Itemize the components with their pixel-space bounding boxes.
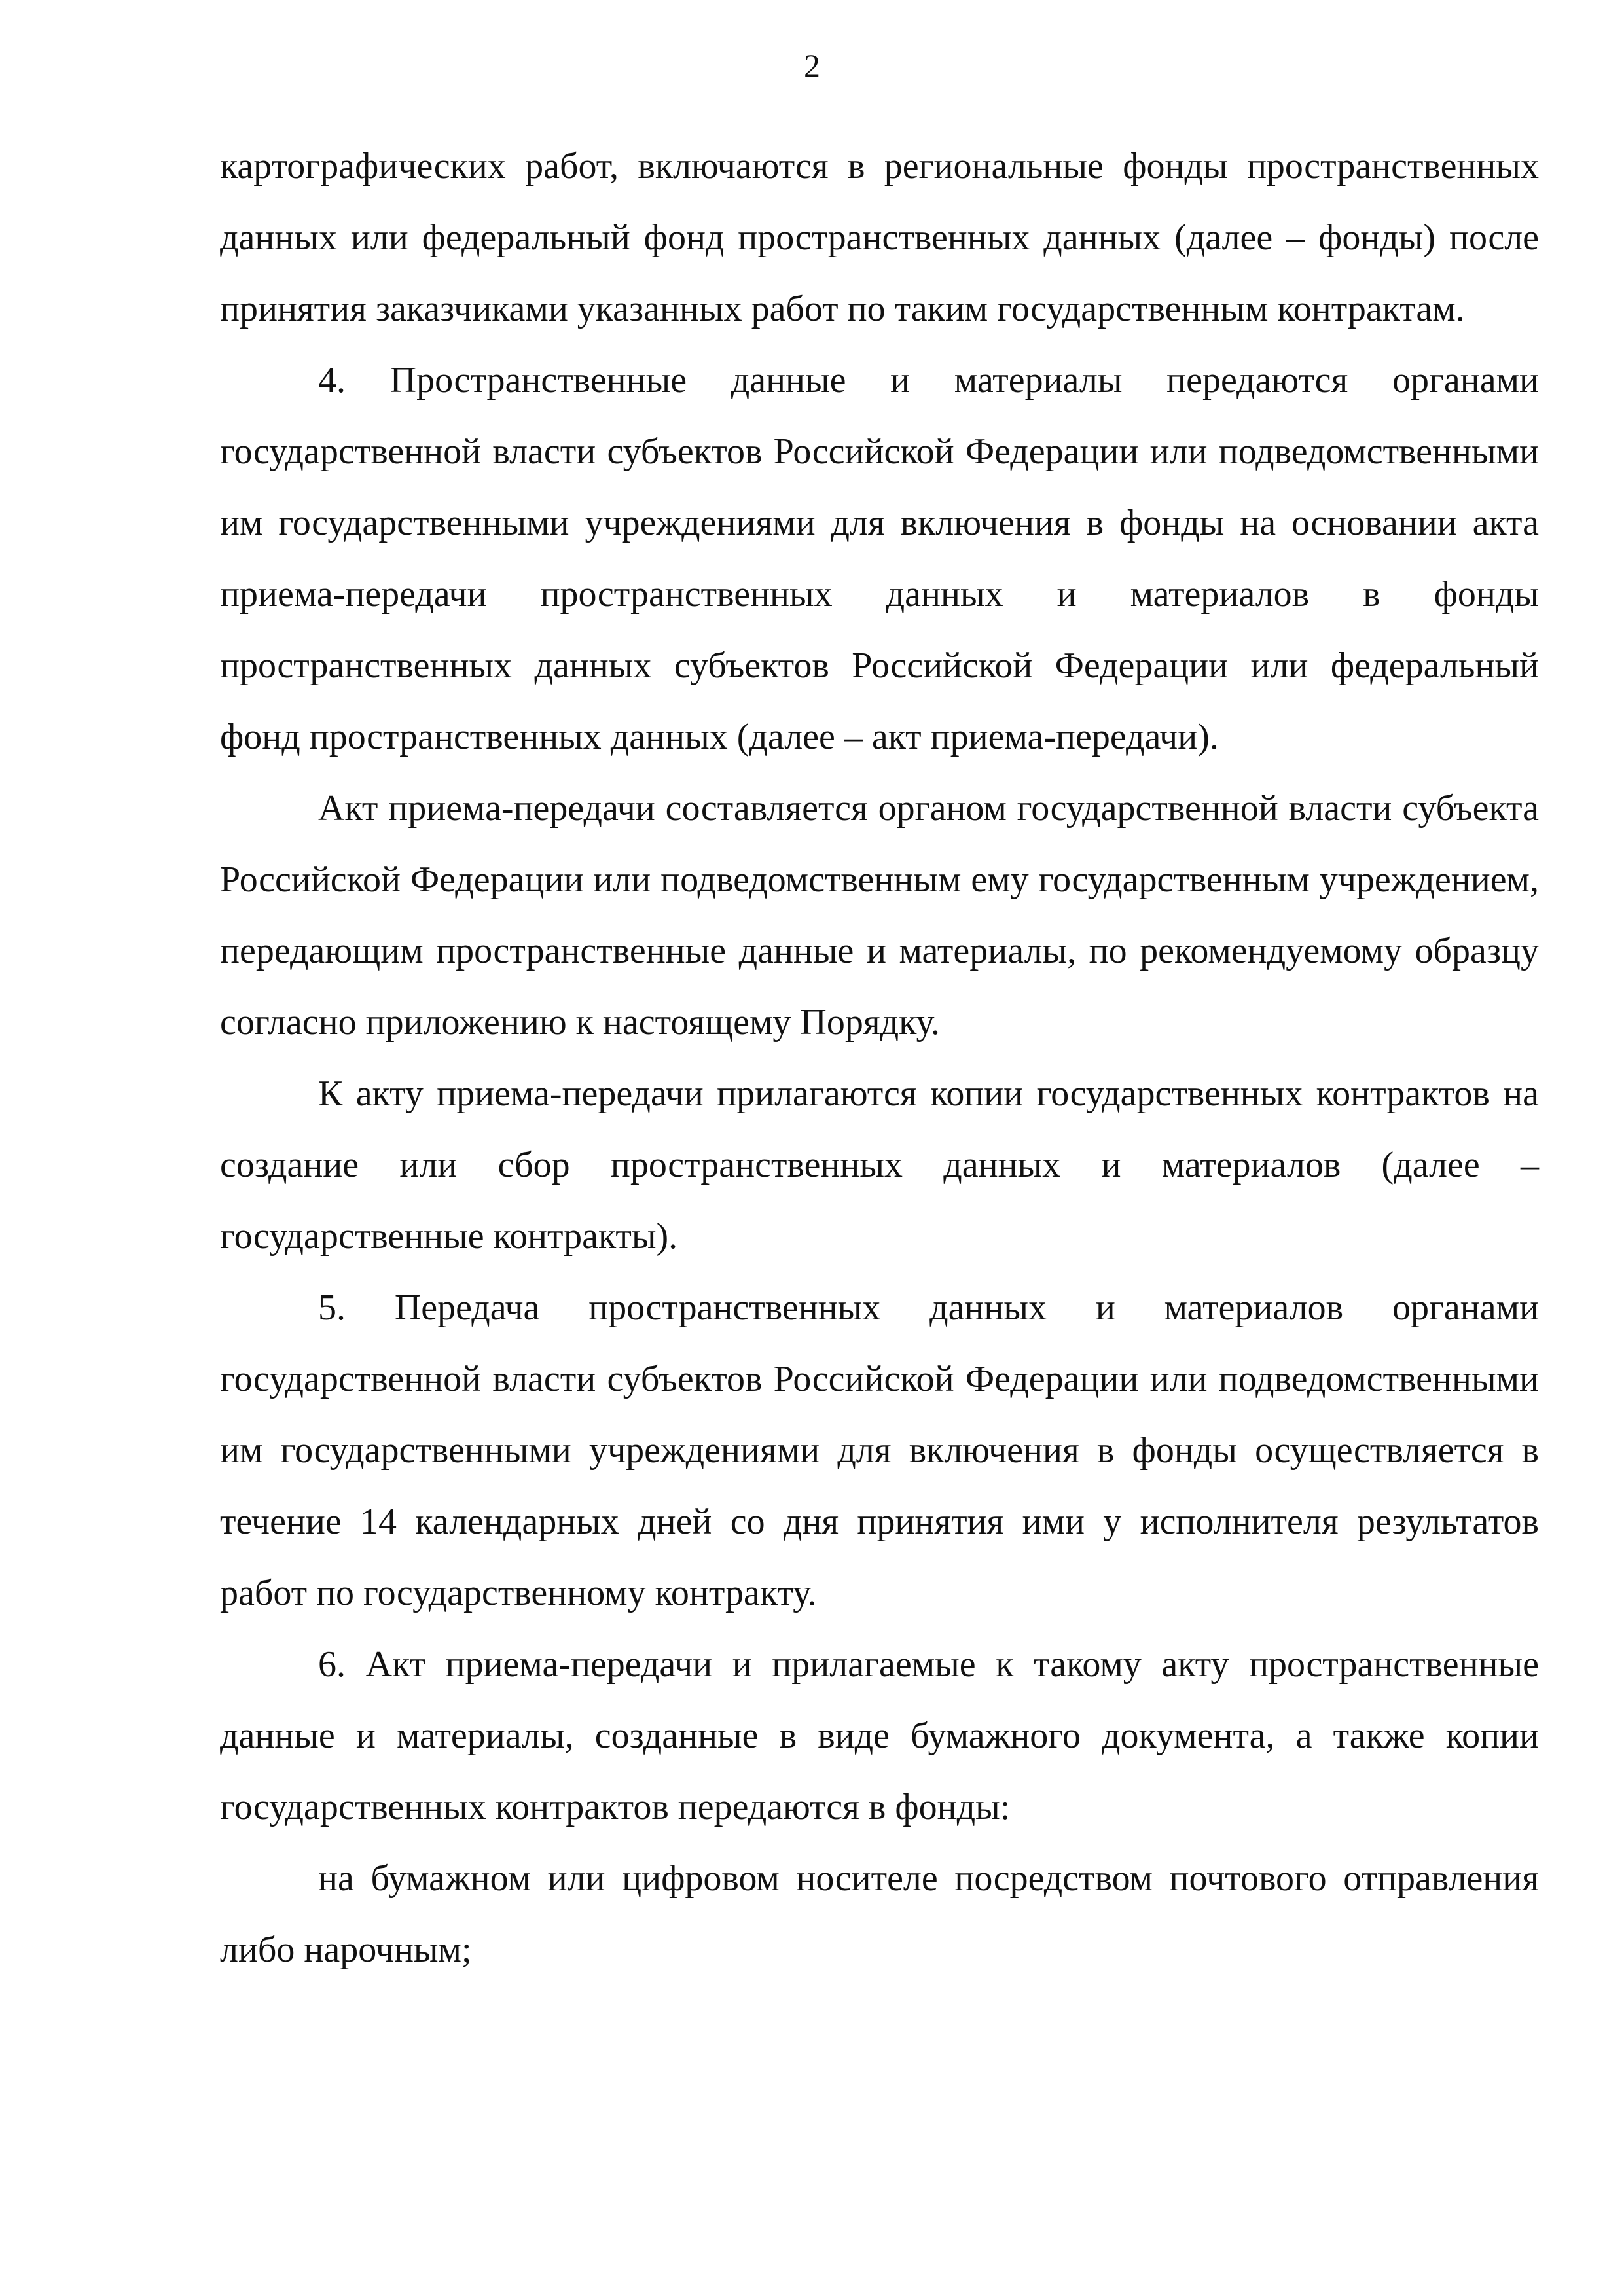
page-number: 2 xyxy=(804,47,820,84)
paragraph-item-5: 5. Передача пространственных данных и материалов органами государственной власти субъектов Российской Федерации или подведомственными им государственными учреждениями для включения в фонды осуществляется в течение 14 календарных дней со дня принятия ими у исполнителя результатов работ по государственному контракту. xyxy=(220,1287,1539,1613)
paragraph-transfer-method: на бумажном или цифровом носителе посредством почтового отправления либо нарочным; xyxy=(220,1858,1539,1970)
paragraph-item-6: 6. Акт приема-передачи и прилагаемые к такому акту пространственные данные и материалы, созданные в виде бумажного документа, а также копии государственных контрактов передаются в фонды: xyxy=(220,1644,1539,1827)
document-body xyxy=(220,131,1539,1986)
paragraph-continuation: картографических работ, включаются в региональные фонды пространственных данных или федеральный фонд пространственных данных (далее – фонды) после принятия заказчиками указанных работ по таким государственным контрактам. xyxy=(220,146,1539,329)
paragraph-item-4: 4. Пространственные данные и материалы передаются органами государственной власти субъектов Российской Федерации или подведомственными им государственными учреждениями для включения в фонды на основании акта приема-передачи пространственных данных и материалов в фонды пространственных данных субъектов Российской Федерации или федеральный фонд пространственных данных (далее – акт приема-передачи). xyxy=(220,360,1539,757)
paragraph-act-composition: Акт приема-передачи составляется органом государственной власти субъекта Российской Федерации или подведомственным ему государственным учреждением, передающим пространственные данные и материалы, по рекомендуемому образцу согласно приложению к настоящему Порядку. xyxy=(220,788,1539,1043)
paragraph-act-attachments: К акту приема-передачи прилагаются копии государственных контрактов на создание или сбор пространственных данных и материалов (далее – государственные контракты). xyxy=(220,1073,1539,1257)
